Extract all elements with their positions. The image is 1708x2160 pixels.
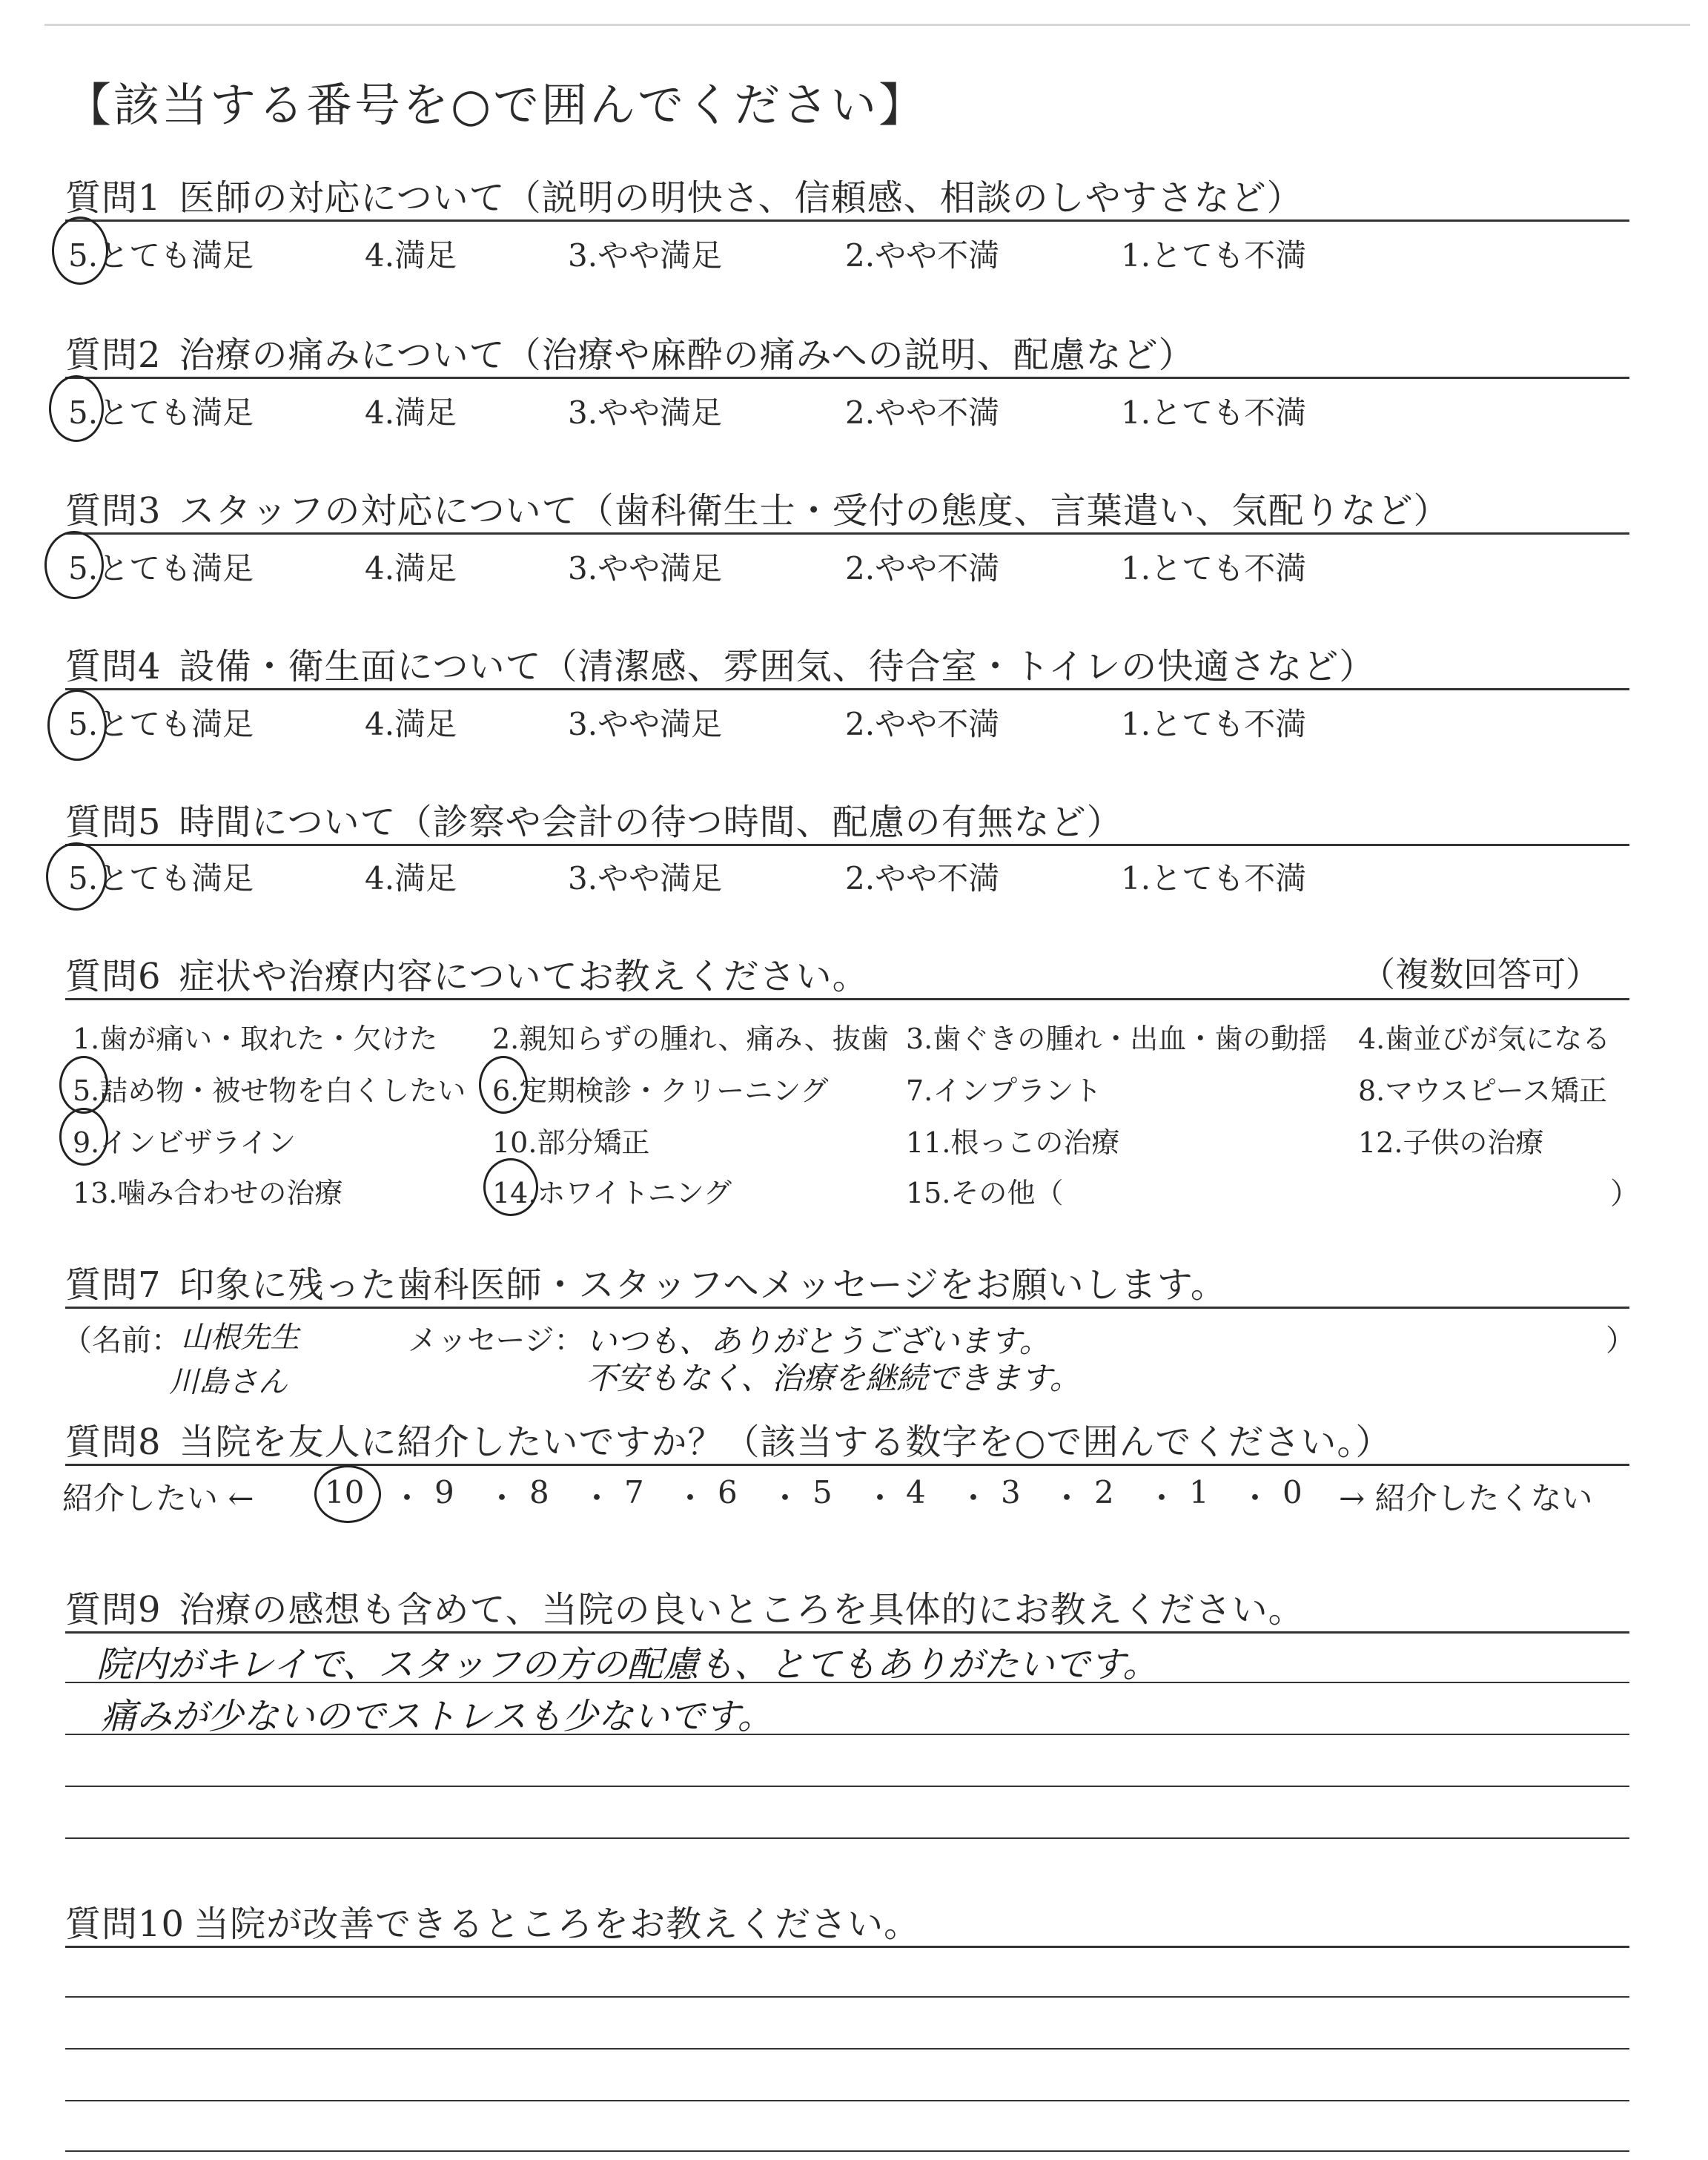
q2-option-5[interactable]: 5.とても満足 (68, 394, 254, 431)
multiple-answers-note: （複数回答可） (1361, 954, 1600, 994)
scale-6[interactable]: 6 (718, 1474, 738, 1510)
q5-option-3[interactable]: 3.やや満足 (568, 860, 723, 896)
q6-option-1[interactable]: 1.歯が痛い・取れた・欠けた (73, 1023, 438, 1055)
q5-option-4[interactable]: 4.満足 (365, 860, 457, 896)
question-7-rule (65, 1307, 1629, 1309)
question-2-number: 質問2 (65, 334, 162, 376)
scale-sep-1: ・ (391, 1480, 423, 1516)
scale-sep-2: ・ (486, 1480, 518, 1516)
recommend-right-label: → 紹介したくない (1339, 1480, 1593, 1516)
q3-option-3[interactable]: 3.やや満足 (568, 550, 723, 587)
question-8-number: 質問8 (65, 1421, 162, 1463)
recommend-left-label: 紹介したい ← (62, 1480, 254, 1516)
q6-option-13[interactable]: 13.噛み合わせの治療 (73, 1177, 343, 1209)
q10-answer-line-1 (65, 1996, 1629, 1998)
question-3 (65, 482, 1450, 533)
question-3-rule (65, 532, 1629, 535)
question-9 (65, 1581, 1305, 1632)
q10-answer-line-2 (65, 2048, 1629, 2050)
handwritten-answer-line-2: 痛みが少ないのでストレスも少ないです。 (101, 1696, 773, 1737)
q6-option-8[interactable]: 8.マウスピース矯正 (1358, 1074, 1607, 1107)
scale-sep-4: ・ (675, 1480, 706, 1516)
q2-selected-circle (49, 375, 104, 442)
q3-option-1[interactable]: 1.とても不満 (1121, 550, 1307, 587)
scale-sep-7: ・ (958, 1480, 990, 1516)
question-2-text: 治療の痛みについて（治療や麻酔の痛みへの説明、配慮など） (179, 334, 1195, 376)
scale-sep-9: ・ (1146, 1480, 1178, 1516)
question-6-rule (65, 998, 1629, 1000)
q9-answer-line-3 (65, 1786, 1629, 1787)
q6-option-12[interactable]: 12.子供の治療 (1358, 1126, 1544, 1159)
scale-4[interactable]: 4 (906, 1474, 926, 1510)
q5-option-2[interactable]: 2.やや不満 (845, 860, 1000, 896)
q5-option-1[interactable]: 1.とても不満 (1121, 860, 1307, 896)
message-label: メッセージ： (408, 1324, 584, 1358)
scale-0[interactable]: 0 (1282, 1474, 1302, 1510)
question-1-text: 医師の対応について（説明の明快さ、信頼感、相談のしやすさなど） (179, 177, 1303, 219)
q6-option-10[interactable]: 10.部分矯正 (492, 1126, 650, 1159)
question-5-number: 質問5 (65, 802, 162, 843)
question-3-text: スタッフの対応について（歯科衛生士・受付の態度、言葉遣い、気配りなど） (179, 490, 1450, 532)
question-9-text: 治療の感想も含めて、当院の良いところを具体的にお教えください。 (179, 1589, 1305, 1631)
scale-1[interactable]: 1 (1189, 1474, 1209, 1510)
handwritten-message-line-1: いつも、ありがとうございます。 (586, 1323, 1050, 1359)
q10-answer-line-4 (65, 2150, 1629, 2152)
scale-3[interactable]: 3 (1001, 1474, 1021, 1510)
scale-sep-10: ・ (1239, 1480, 1271, 1516)
question-5-rule (65, 844, 1629, 846)
scale-sep-5: ・ (769, 1480, 801, 1516)
q4-option-1[interactable]: 1.とても不満 (1121, 706, 1307, 742)
q10-answer-line-3 (65, 2100, 1629, 2101)
q2-option-4[interactable]: 4.満足 (365, 394, 457, 431)
q6-option-4[interactable]: 4.歯並びが気になる (1358, 1023, 1611, 1055)
q1-selected-circle (52, 217, 108, 285)
scale-5[interactable]: 5 (812, 1474, 833, 1510)
q6-selected-circle-14 (483, 1158, 538, 1216)
question-4-number: 質問4 (65, 646, 162, 687)
q7-close-paren: ） (1606, 1324, 1635, 1358)
q4-selected-circle (47, 690, 107, 761)
question-8-rule (65, 1464, 1629, 1466)
name-label: （名前： (62, 1324, 181, 1358)
question-9-number: 質問9 (65, 1589, 162, 1631)
scale-sep-6: ・ (864, 1480, 896, 1516)
q5-selected-circle (46, 842, 107, 911)
top-border (44, 24, 1690, 26)
question-1 (65, 169, 1303, 220)
q9-answer-line-4 (65, 1837, 1629, 1839)
q6-option-7[interactable]: 7.インプラント (906, 1074, 1102, 1107)
question-1-rule (65, 219, 1629, 222)
question-6-text: 症状や治療内容についてお教えください。 (179, 956, 869, 997)
q5-option-5[interactable]: 5.とても満足 (68, 860, 254, 896)
q6-option-2[interactable]: 2.親知らずの腫れ、痛み、抜歯 (492, 1023, 889, 1055)
q6-option-6[interactable]: 6.定期検診・クリーニング (492, 1074, 829, 1107)
scale-8[interactable]: 8 (529, 1474, 549, 1510)
q3-option-4[interactable]: 4.満足 (365, 550, 457, 587)
q1-option-1[interactable]: 1.とても不満 (1121, 237, 1307, 274)
scale-7[interactable]: 7 (624, 1474, 644, 1510)
question-4-rule (65, 688, 1629, 690)
question-7-text: 印象に残った歯科医師・スタッフへメッセージをお願いします。 (179, 1264, 1227, 1306)
q6-option-3[interactable]: 3.歯ぐきの腫れ・出血・歯の動揺 (906, 1023, 1328, 1055)
question-4-text: 設備・衛生面について（清潔感、雰囲気、待合室・トイレの快適さなど） (179, 646, 1376, 687)
question-2-rule (65, 377, 1629, 379)
question-9-rule (65, 1631, 1629, 1634)
q6-selected-circle-5 (59, 1056, 108, 1114)
q6-option-14[interactable]: 14.ホワイトニング (492, 1177, 732, 1209)
question-10-number: 質問10 (65, 1903, 185, 1945)
q4-option-4[interactable]: 4.満足 (365, 706, 457, 742)
q1-option-3[interactable]: 3.やや満足 (568, 237, 723, 274)
question-3-number: 質問3 (65, 490, 162, 532)
q6-option-15[interactable]: 15.その他（ (906, 1177, 1064, 1209)
scale-sep-3: ・ (581, 1480, 613, 1516)
question-4 (65, 638, 1375, 689)
scale-10[interactable]: 10 (325, 1474, 365, 1510)
handwritten-staff-name-1: 山根先生 (181, 1321, 299, 1355)
q2-option-1[interactable]: 1.とても不満 (1121, 394, 1307, 431)
q1-option-4[interactable]: 4.満足 (365, 237, 457, 274)
question-7-number: 質問7 (65, 1264, 162, 1306)
q3-option-5[interactable]: 5.とても満足 (68, 550, 254, 587)
q2-option-3[interactable]: 3.やや満足 (568, 394, 723, 431)
q1-option-5[interactable]: 5.とても満足 (68, 237, 254, 274)
question-6 (65, 948, 869, 999)
q4-option-3[interactable]: 3.やや満足 (568, 706, 723, 742)
question-10-rule (65, 1946, 1629, 1948)
question-10 (65, 1895, 920, 1946)
handwritten-answer-line-1: 院内がキレイで、スタッフの方の配慮も、とてもありがたいです。 (96, 1644, 1159, 1685)
q6-option-11[interactable]: 11.根っこの治療 (906, 1126, 1120, 1159)
q2-option-2[interactable]: 2.やや不満 (845, 394, 1000, 431)
question-2 (65, 326, 1195, 377)
q6-option-9[interactable]: 9.インビザライン (73, 1126, 297, 1159)
scale-sep-8: ・ (1051, 1480, 1083, 1516)
q8-selected-circle (314, 1465, 381, 1523)
scale-9[interactable]: 9 (434, 1474, 454, 1510)
q4-option-5[interactable]: 5.とても満足 (68, 706, 254, 742)
q6-option-5[interactable]: 5.詰め物・被せ物を白くしたい (73, 1074, 466, 1107)
question-8 (65, 1413, 1391, 1464)
question-10-text: 当院が改善できるところをお教えください。 (193, 1903, 921, 1945)
question-5-text: 時間について（診察や会計の待つ時間、配慮の有無など） (179, 802, 1123, 843)
question-8-text: 当院を友人に紹介したいですか？（該当する数字を○で囲んでください。） (179, 1421, 1392, 1463)
handwritten-staff-name-2: 川島さん (169, 1365, 288, 1399)
q3-option-2[interactable]: 2.やや不満 (845, 550, 1000, 587)
q1-option-2[interactable]: 2.やや不満 (845, 237, 1000, 274)
question-1-number: 質問1 (65, 177, 162, 219)
question-7 (65, 1256, 1227, 1307)
scale-2[interactable]: 2 (1094, 1474, 1114, 1510)
question-6-number: 質問6 (65, 956, 162, 997)
instructions-header: 【該当する番号を○で囲んでください】 (65, 78, 927, 132)
q4-option-2[interactable]: 2.やや不満 (845, 706, 1000, 742)
q6-other-close-paren: ） (1610, 1177, 1640, 1211)
question-5 (65, 793, 1123, 845)
handwritten-message-line-2: 不安もなく、治療を継続できます。 (586, 1360, 1081, 1396)
q3-selected-circle (44, 531, 104, 599)
q6-selected-circle-9 (59, 1108, 108, 1166)
q6-selected-circle-6 (479, 1056, 528, 1114)
